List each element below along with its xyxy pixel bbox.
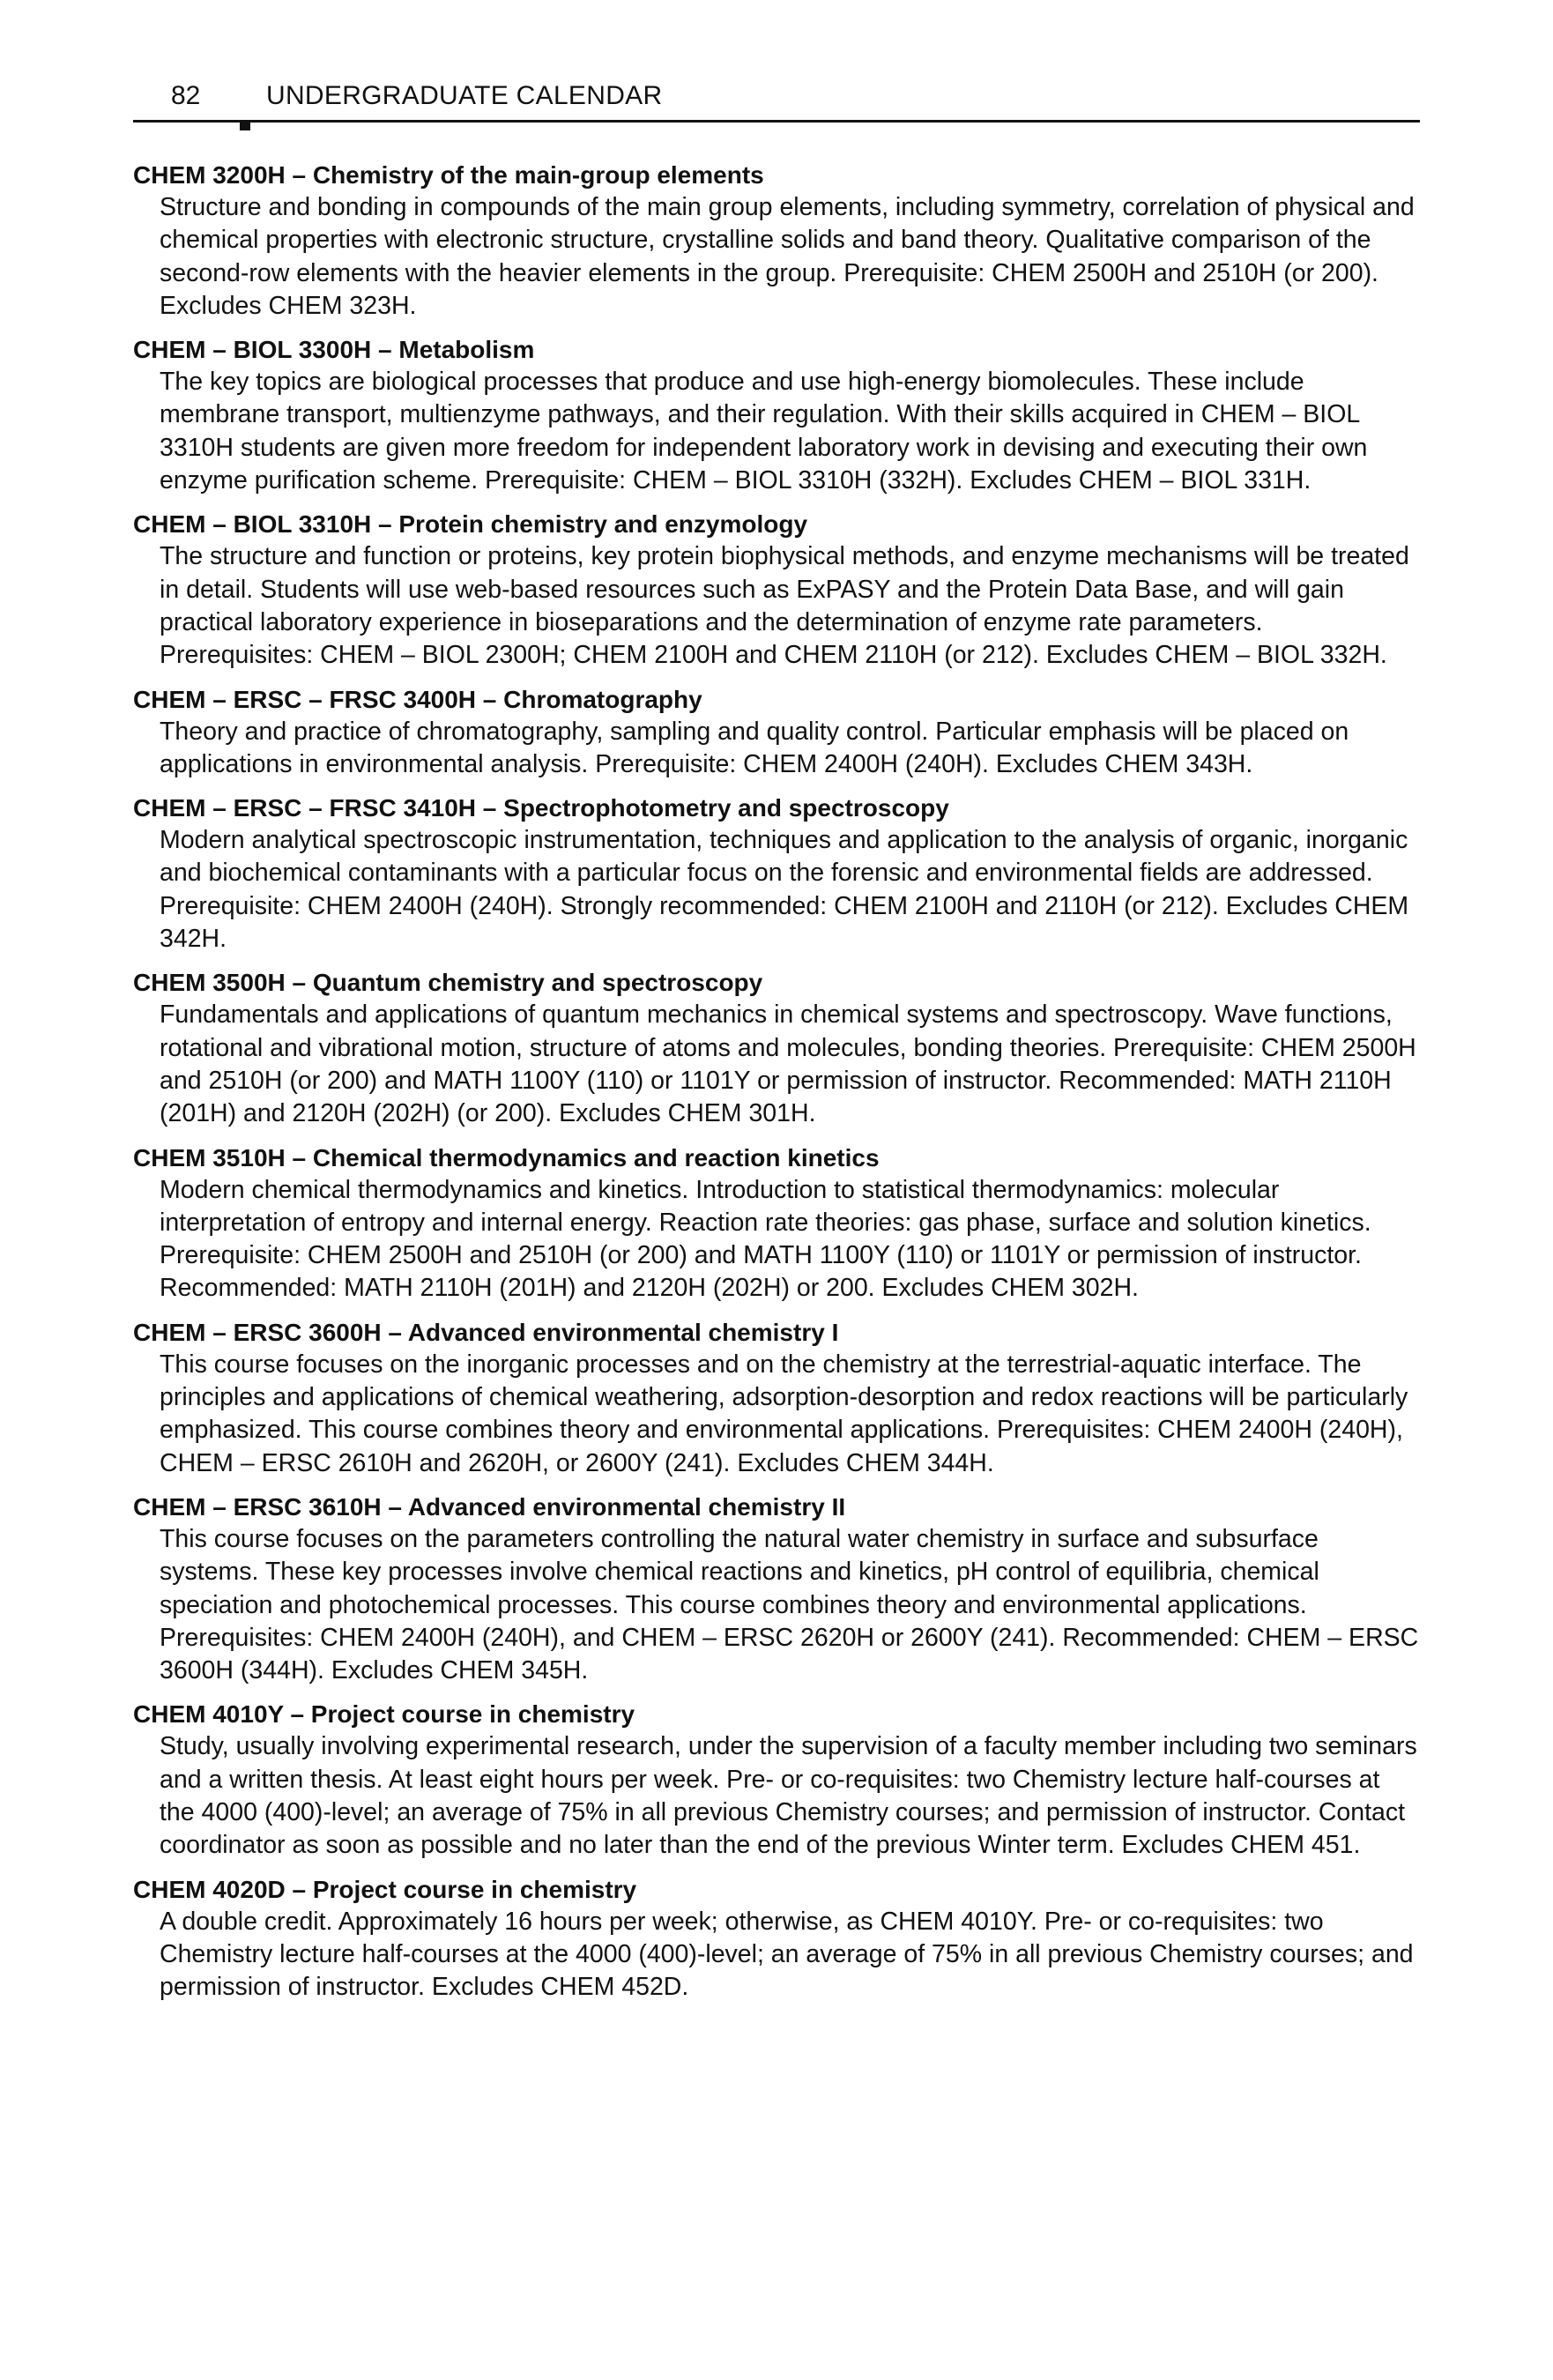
- course-entry: [133, 1873, 1420, 2004]
- course-title: CHEM 3500H – Quantum chemistry and spectroscopy: [133, 969, 763, 997]
- header-rule: [133, 120, 1420, 123]
- course-entry: [133, 1316, 1420, 1480]
- course-description: Fundamentals and applications of quantum mechanics in chemical systems and spectroscopy. Wave functions, rotational and vibrational motion, structure of atoms and molecules, bonding theories. Prerequisite: CHEM 2500H and 2510H (or 200) and MATH 1100Y (110) or 1101Y or permission of instructor. Recommended: MATH 2110H (201H) and 2120H (202H) (or 200). Excludes CHEM 301H.: [160, 1000, 1416, 1128]
- course-title: CHEM 4010Y – Project course in chemistry: [133, 1700, 635, 1729]
- course-description: This course focuses on the parameters controlling the natural water chemistry in surface and subsurface systems. These key processes involve chemical reactions and kinetics, pH control of equilibria, chemical speciation and photochemical processes. This course combines theory and environmental applications. Prerequisites: CHEM 2400H (240H), and CHEM – ERSC 2620H or 2600Y (241). Recommended: CHEM – ERSC 3600H (344H). Excludes CHEM 345H.: [160, 1524, 1419, 1685]
- header-row: [133, 81, 1420, 116]
- course-description: This course focuses on the inorganic processes and on the chemistry at the terrestrial-aquatic interface. The principles and applications of chemical weathering, adsorption-desorption and redox reactions will be particularly emphasized. This course combines theory and environmental applications. Prerequisites: CHEM 2400H (240H), CHEM – ERSC 2610H and 2620H, or 2600Y (241). Excludes CHEM 344H.: [160, 1350, 1408, 1477]
- course-entry: [133, 1491, 1420, 1687]
- course-entry: [133, 1698, 1420, 1862]
- course-title: CHEM – ERSC 3600H – Advanced environmental chemistry I: [133, 1318, 839, 1346]
- course-description: Modern chemical thermodynamics and kinetics. Introduction to statistical thermodynamics: molecular interpretation of entropy and internal energy. Reaction rate theories: gas phase, surface and solution kinetics. Prerequisite: CHEM 2500H and 2510H (or 200) and MATH 1100Y (110) or 1101Y or permission of instructor. Recommended: MATH 2110H (201H) and 2120H (202H) or 200. Excludes CHEM 302H.: [160, 1175, 1371, 1303]
- course-entry: [133, 159, 1420, 323]
- course-title: CHEM – BIOL 3300H – Metabolism: [133, 336, 535, 364]
- course-entry: [133, 966, 1420, 1130]
- course-title: CHEM 3510H – Chemical thermodynamics and reaction kinetics: [133, 1143, 880, 1171]
- course-title: CHEM – ERSC – FRSC 3410H – Spectrophotometry and spectroscopy: [133, 794, 949, 822]
- course-description: A double credit. Approximately 16 hours per week; otherwise, as CHEM 4010Y. Pre- or co-requisites: two Chemistry lecture half-courses at the 4000 (400)-level; an average of 75% in all previous Chemistry courses; and permission of instructor. Excludes CHEM 452D.: [160, 1907, 1414, 2002]
- course-description: Theory and practice of chromatography, sampling and quality control. Particular emphasis will be placed on applications in environmental analysis. Prerequisite: CHEM 2400H (240H). Excludes CHEM 343H.: [160, 717, 1349, 778]
- course-title: CHEM – BIOL 3310H – Protein chemistry and enzymology: [133, 510, 808, 539]
- header-rule-tab: [240, 120, 250, 130]
- course-list: [133, 159, 1420, 2014]
- course-entry: [133, 333, 1420, 497]
- course-description: The key topics are biological processes that produce and use high-energy biomolecules. These include membrane transport, multienzyme pathways, and their regulation. With their skills acquired in CHEM – BIOL 3310H students are given more freedom for independent laboratory work in devising and executing their own enzyme purification scheme. Prerequisite: CHEM – BIOL 3310H (332H). Excludes CHEM – BIOL 331H.: [160, 368, 1368, 495]
- course-title: CHEM 4020D – Project course in chemistry: [133, 1875, 637, 1903]
- course-entry: [133, 683, 1420, 782]
- course-title: CHEM – ERSC – FRSC 3400H – Chromatography: [133, 685, 702, 713]
- page-header: [133, 81, 1420, 116]
- course-title: CHEM 3200H – Chemistry of the main-group elements: [133, 161, 764, 189]
- course-entry: [133, 1142, 1420, 1305]
- course-description: Modern analytical spectroscopic instrumentation, techniques and application to the analysis of organic, inorganic and biochemical contaminants with a particular focus on the forensic and environmental fields are addressed. Prerequisite: CHEM 2400H (240H). Strongly recommended: CHEM 2100H and 2110H (or 212). Excludes CHEM 342H.: [160, 826, 1409, 954]
- course-title: CHEM – ERSC 3610H – Advanced environmental chemistry II: [133, 1492, 846, 1521]
- course-description: The structure and function or proteins, key protein biophysical methods, and enzyme mechanisms will be treated in detail. Students will use web-based resources such as ExPASY and the Protein Data Base, and will gain practical laboratory experience in bioseparations and the determination of enzyme rate parameters. Prerequisites: CHEM – BIOL 2300H; CHEM 2100H and CHEM 2110H (or 212). Excludes CHEM – BIOL 332H.: [160, 542, 1409, 670]
- course-entry: [133, 792, 1420, 956]
- course-entry: [133, 508, 1420, 672]
- course-description: Study, usually involving experimental research, under the supervision of a faculty member including two seminars and a written thesis. At least eight hours per week. Pre- or co-requisites: two Chemistry lecture half-courses at the 4000 (400)-level; an average of 75% in all previous Chemistry courses; and permission of instructor. Contact coordinator as soon as possible and no later than the end of the previous Winter term. Excludes CHEM 451.: [160, 1732, 1417, 1860]
- page-number: 82: [171, 81, 201, 110]
- course-description: Structure and bonding in compounds of the main group elements, including symmetry, correlation of physical and chemical properties with electronic structure, crystalline solids and band theory. Qualitative comparison of the second-row elements with the heavier elements in the group. Prerequisite: CHEM 2500H and 2510H (or 200). Excludes CHEM 323H.: [160, 193, 1415, 320]
- running-title: UNDERGRADUATE CALENDAR: [266, 81, 663, 110]
